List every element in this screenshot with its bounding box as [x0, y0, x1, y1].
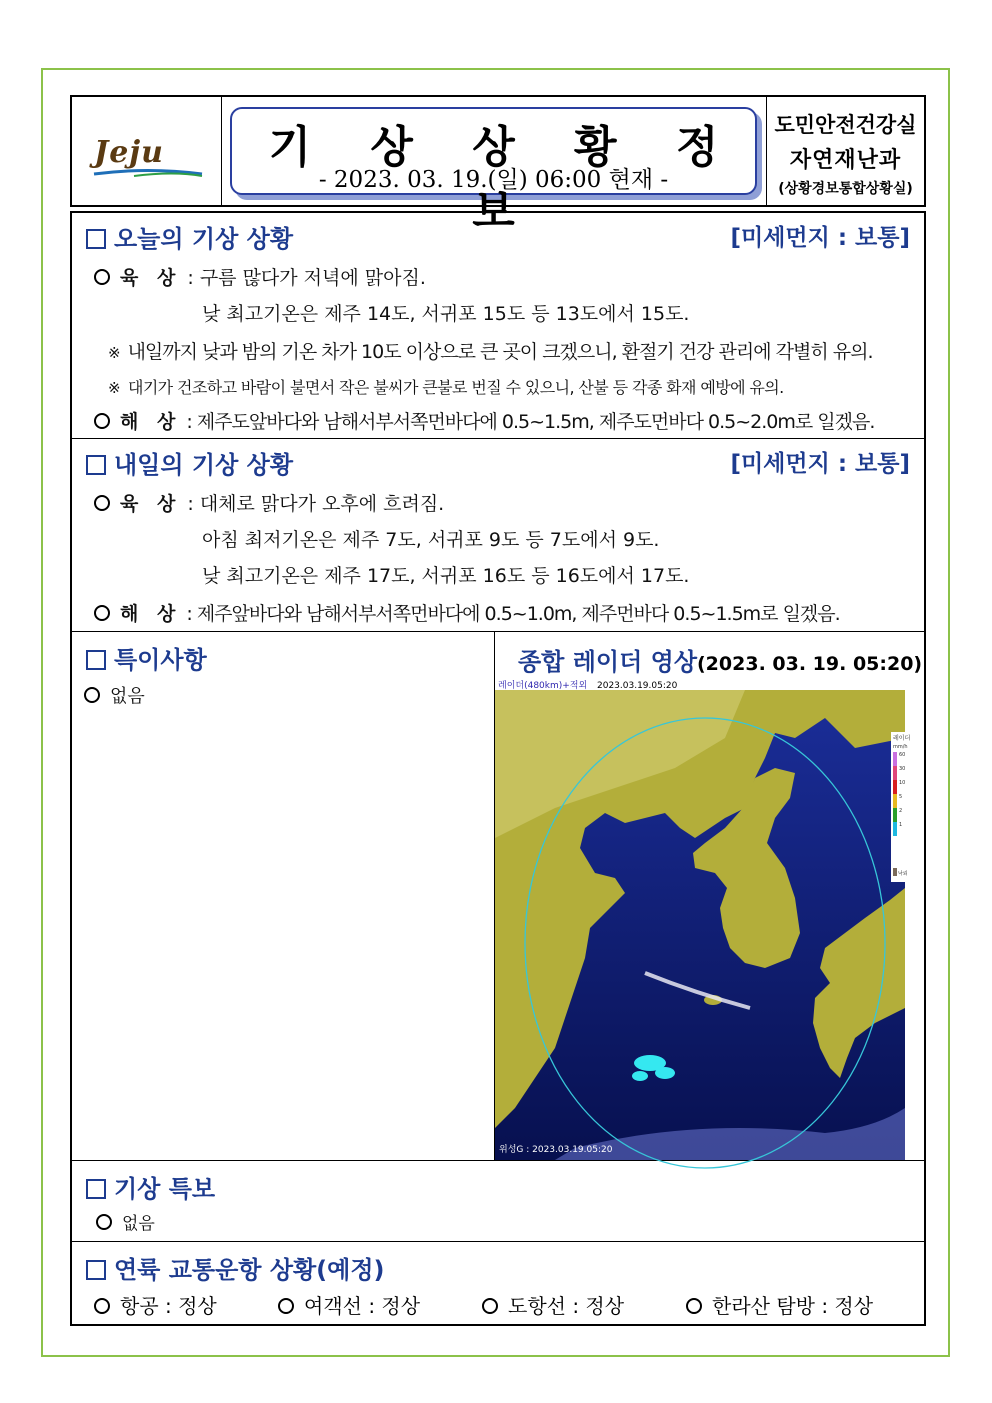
radar-image-footer: 위성G : 2023.03.19.05:20: [499, 1145, 613, 1155]
tomorrow-sea-text: : 제주앞바다와 남해서부서쪽먼바다에 0.5~1.0m, 제주먼바다 0.5~1.5m로 일겠음.: [186, 603, 840, 625]
logo-swoosh-icon: [94, 169, 202, 177]
circle-bullet-icon: [482, 1298, 498, 1314]
circle-bullet-icon: [278, 1298, 294, 1314]
today-fine-dust: [미세먼지 : 보통]: [730, 225, 910, 251]
checkbox-icon: [86, 650, 106, 670]
special-item-text: 없음: [110, 686, 145, 707]
title-cell: [222, 97, 767, 237]
radar-legend-swatch: [893, 752, 897, 766]
transport-ferry-text: 여객선 : 정상: [304, 1294, 421, 1318]
circle-bullet-icon: [84, 687, 100, 703]
report-title: 기 상 상 황 정 보: [268, 122, 741, 237]
radar-legend-label: 60: [899, 752, 906, 758]
tomorrow-land-line: [94, 489, 444, 516]
circle-bullet-icon: [94, 413, 110, 429]
special-item: [84, 682, 145, 708]
warning-item: [96, 1209, 155, 1234]
tomorrow-fine-dust: [미세먼지 : 보통]: [730, 451, 910, 477]
warning-section: [72, 1161, 924, 1242]
radar-legend-label: 10: [899, 780, 906, 786]
transport-island-boat: [482, 1290, 624, 1319]
checkbox-icon: [86, 229, 106, 249]
radar-legend-unit: mm/h: [893, 744, 908, 750]
warning-title: 기상 특보: [114, 1175, 216, 1203]
today-land-temp: 낮 최고기온은 제주 14도, 서귀포 15도 등 13도에서 15도.: [202, 303, 690, 325]
special-title: 특이사항: [114, 646, 207, 674]
radar-image-time: 2023.03.19.05:20: [597, 681, 678, 691]
transport-air-text: 항공 : 정상: [120, 1294, 217, 1318]
radar-title: 종합 레이더 영상: [518, 648, 697, 676]
special-heading: [86, 640, 207, 675]
transport-section: [72, 1242, 924, 1324]
today-sea-text: : 제주도앞바다와 남해서부서쪽먼바다에 0.5~1.5m, 제주도먼바다 0.5~2.0m로 일겠음.: [186, 411, 875, 433]
tomorrow-land-text: : 대체로 맑다가 오후에 흐려짐.: [187, 493, 445, 515]
report-datetime: - 2023. 03. 19.(일) 06:00 현재 -: [318, 167, 669, 193]
radar-legend-swatch: [893, 808, 897, 822]
tomorrow-title: 내일의 기상 상황: [114, 451, 293, 479]
title-box: [230, 107, 757, 237]
transport-island-boat-text: 도항선 : 정상: [508, 1294, 625, 1318]
radar-legend-swatch: [893, 794, 897, 808]
today-note-2: [108, 375, 784, 398]
transport-heading: [86, 1250, 385, 1285]
tomorrow-min-temp: 아침 최저기온은 제주 7도, 서귀포 9도 등 7도에서 9도.: [202, 529, 660, 551]
transport-air: [94, 1290, 217, 1319]
transport-hallasan: [686, 1290, 873, 1319]
radar-legend-swatch: [893, 766, 897, 780]
transport-title: 연륙 교통운항 상황(예정): [114, 1256, 385, 1284]
radar-legend-title: 레이더: [893, 735, 911, 742]
logo-cell: [72, 97, 222, 205]
note-mark: ※: [108, 379, 120, 397]
note-2-text: 대기가 건조하고 바람이 불면서 작은 불씨가 큰불로 번질 수 있으니, 산불 등 각종 화재 예방에 유의.: [127, 378, 784, 397]
today-sea-line: [94, 407, 874, 434]
circle-bullet-icon: [94, 269, 110, 285]
transport-ferry: [278, 1290, 420, 1319]
tomorrow-sea-line: [94, 599, 840, 626]
circle-bullet-icon: [94, 605, 110, 621]
circle-bullet-icon: [94, 495, 110, 511]
radar-legend-label: 2: [899, 808, 903, 814]
radar-heading: [518, 642, 922, 677]
radar-timestamp: (2023. 03. 19. 05:20): [697, 653, 923, 675]
report-body: [70, 211, 926, 1326]
today-note-1: [108, 337, 873, 364]
tomorrow-heading: [86, 445, 293, 480]
radar-legend-label: 1: [899, 822, 903, 828]
today-land-line: [94, 263, 426, 290]
jeju-logo: Jeju: [94, 135, 164, 170]
radar-legend-swatch: [893, 780, 897, 794]
note-1-text: 내일까지 낮과 밤의 기온 차가 10도 이상으로 큰 곳이 크겠으니, 환절기 건강 관리에 각별히 유의.: [127, 341, 873, 363]
dept-office: 도민안전건강실: [774, 113, 917, 137]
today-land-label: 육 상: [120, 267, 182, 289]
today-sea-label: 해 상: [120, 411, 182, 433]
report-header: [70, 95, 926, 237]
dept-division: 자연재난과: [789, 148, 902, 173]
radar-lightning-label: 낙뢰: [898, 871, 908, 877]
circle-bullet-icon: [94, 1298, 110, 1314]
radar-legend-label: 30: [899, 766, 906, 772]
tomorrow-land-label: 육 상: [120, 493, 182, 515]
radar-legend-label: 5: [899, 794, 903, 800]
circle-bullet-icon: [686, 1298, 702, 1314]
radar-lightning-swatch: [893, 868, 897, 876]
radar-satellite-image: [495, 678, 911, 1160]
circle-bullet-icon: [96, 1214, 112, 1230]
special-radar-section: [72, 632, 924, 1161]
today-title: 오늘의 기상 상황: [114, 225, 293, 253]
today-heading: [86, 219, 293, 254]
radar-image-header: 레이더(480km)+적외: [498, 681, 588, 691]
tomorrow-max-temp: 낮 최고기온은 제주 17도, 서귀포 16도 등 16도에서 17도.: [202, 565, 690, 587]
radar-legend-swatch: [893, 822, 897, 836]
transport-hallasan-text: 한라산 탐방 : 정상: [712, 1294, 874, 1318]
checkbox-icon: [86, 1260, 106, 1280]
checkbox-icon: [86, 455, 106, 475]
warning-item-text: 없음: [122, 1214, 155, 1234]
department-cell: [767, 97, 924, 205]
today-land-text: : 구름 많다가 저녁에 맑아짐.: [187, 267, 426, 289]
checkbox-icon: [86, 1179, 106, 1199]
note-mark: ※: [108, 344, 120, 362]
today-section: [72, 213, 924, 439]
dept-room: (상황경보통합상황실): [778, 181, 913, 197]
tomorrow-section: [72, 439, 924, 632]
tomorrow-sea-label: 해 상: [120, 603, 182, 625]
warning-heading: [86, 1169, 215, 1204]
